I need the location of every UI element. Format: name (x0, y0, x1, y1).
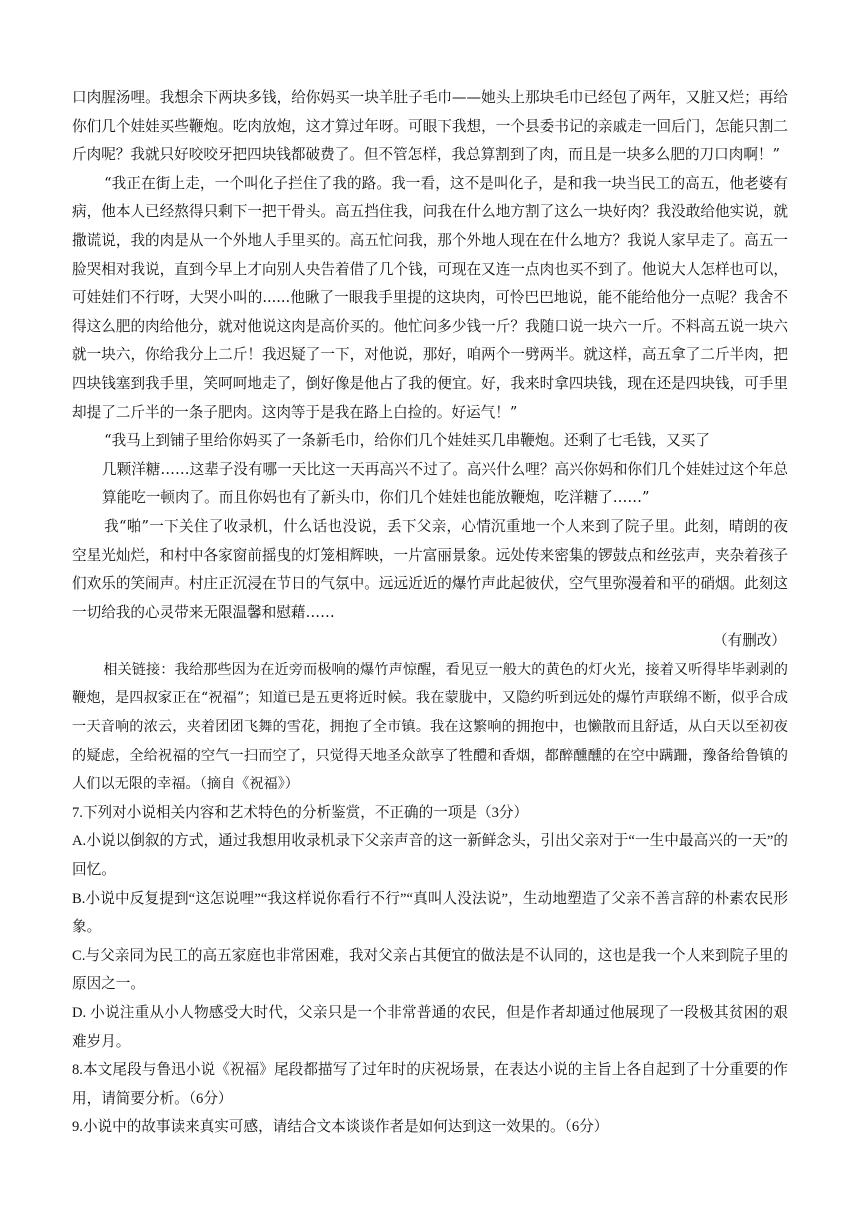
question-8-stem: 8.本文尾段与鲁迅小说《祝福》尾段都描写了过年时的庆祝场景，在表达小说的主旨上各自起到了十分重要的作用，请简要分析。（6分） (72, 1062, 788, 1107)
question-7-stem: 7.下列对小说相关内容和艺术特色的分析鉴赏，不正确的一项是（3分） (72, 804, 529, 821)
question-7-option-a: A.小说以倒叙的方式，通过我想用收录机录下父亲声音的这一新鲜念头，引出父亲对于“一生中最高兴的一天”的回忆。 (72, 833, 788, 879)
passage-paragraph-continued: 口肉腥汤哩。我想余下两块多钱，给你妈买一块羊肚子毛巾——她头上那块毛巾已经包了两年，又脏又烂；再给你们几个娃娃买些鞭炮。吃肉放炮，这才算过年呀。可眼下我想，一个县委书记的亲戚走一回后门，怎能只割二斤肉呢？我就只好咬咬牙把四块钱都破费了。但不管怎样，我总算割到了肉，而且是一块多么肥的刀口肉啊！” (72, 89, 788, 164)
passage-paragraph-ending: 我“啪”一下关住了收录机，什么话也没说，丢下父亲，心情沉重地一个人来到了院子里。此刻，晴朗的夜空星光灿烂，和村中各家窗前摇曳的灯笼相辉映，一片富丽景象。远处传来密集的锣鼓点和丝弦声，夹杂着孩子们欢乐的笑闹声。村庄正沉浸在节日的气氛中。远远近近的爆竹声此起彼伏，空气里弥漫着和平的硝烟。此刻这一切给我的心灵带来无限温馨和慰藉…… (72, 517, 788, 621)
reading-passage (72, 84, 788, 656)
question-7-option-d: D. 小说注重从小人物感受大时代，父亲只是一个非常普通的农民，但是作者却通过他展现了一段极其贫困的艰难岁月。 (72, 1005, 788, 1050)
question-block (72, 799, 788, 1142)
question-9-stem: 9.小说中的故事读来真实可感，请结合文本谈谈作者是如何达到这一效果的。（6分） (72, 1119, 609, 1136)
related-link-paragraph: 相关链接：我给那些因为在近旁而极响的爆竹声惊醒，看见豆一般大的黄色的灯火光，接着又听得毕毕剥剥的鞭炮，是四叔家正在“祝福”；知道已是五更将近时候。我在蒙胧中，又隐约听到远处的爆竹声联绵不断，似乎合成一天音响的浓云，夹着团团飞舞的雪花，拥抱了全市镇。我在这繁响的拥抱中，也懒散而且舒适，从白天以至初夜的疑虑，全给祝福的空气一扫而空了，只觉得天地圣众歆享了牲醴和香烟，都醉醺醺的在空中蹒跚，豫备给鲁镇的人们以无限的幸福。（摘自《祝福》） (72, 661, 788, 793)
revision-note: （有删改） (713, 632, 786, 650)
passage-paragraph-buying-1: “我马上到铺子里给你妈买了一条新毛巾，给你们几个娃娃买几串鞭炮。还剩了七毛钱，又买了 (104, 432, 710, 450)
question-7-option-c: C.与父亲同为民工的高五家庭也非常困难，我对父亲占其便宜的做法是不认同的，这也是我一个人来到院子里的原因之一。 (72, 947, 788, 993)
passage-paragraph-gao-wu: “我正在街上走，一个叫化子拦住了我的路。我一看，这不是叫化子，是和我一块当民工的高五，他老婆有病，他本人已经熬得只剩下一把干骨头。高五挡住我，问我在什么地方割了这么一块好肉？我没敢给他实说，就撒谎说，我的肉是从一个外地人手里买的。高五忙问我，那个外地人现在在什么地方？我说人家早走了。高五一脸哭相对我说，直到今早上才向别人央告着借了几个钱，可现在又连一点肉也买不到了。他说大人怎样也可以，可娃娃们不行呀，大哭小叫的......他瞅了一眼我手里提的这块肉，可怜巴巴地说，能不能给他分一点呢？我舍不得这么肥的肉给他分，就对他说这肉是高价买的。他忙问多少钱一斤？我随口说一块六一斤。不料高五说一块六就一块六，你给我分上二斤！我迟疑了一下，对他说，那好，咱两个一劈两半。就这样，高五拿了二斤半肉，把四块钱塞到我手里，笑呵呵地走了，倒好像是他占了我的便宜。好，我来时拿四块钱，现在还是四块钱，可手里却提了二斤半的一条子肥肉。这肉等于是我在路上白捡的。好运气！” (72, 174, 788, 421)
passage-paragraph-buying-2: 几颗洋糖……这辈子没有哪一天比这一天再高兴不过了。高兴什么哩？高兴你妈和你们几个娃娃过这个年总算能吃一顿肉了。而且你妈也有了新头巾，你们几个娃娃也能放鞭炮，吃洋糖了……” (102, 460, 788, 507)
question-7-option-b: B.小说中反复提到“这怎说哩”“我这样说你看行不行”“真叫人没法说”，生动地塑造了父亲不善言辞的朴素农民形象。 (72, 890, 788, 936)
